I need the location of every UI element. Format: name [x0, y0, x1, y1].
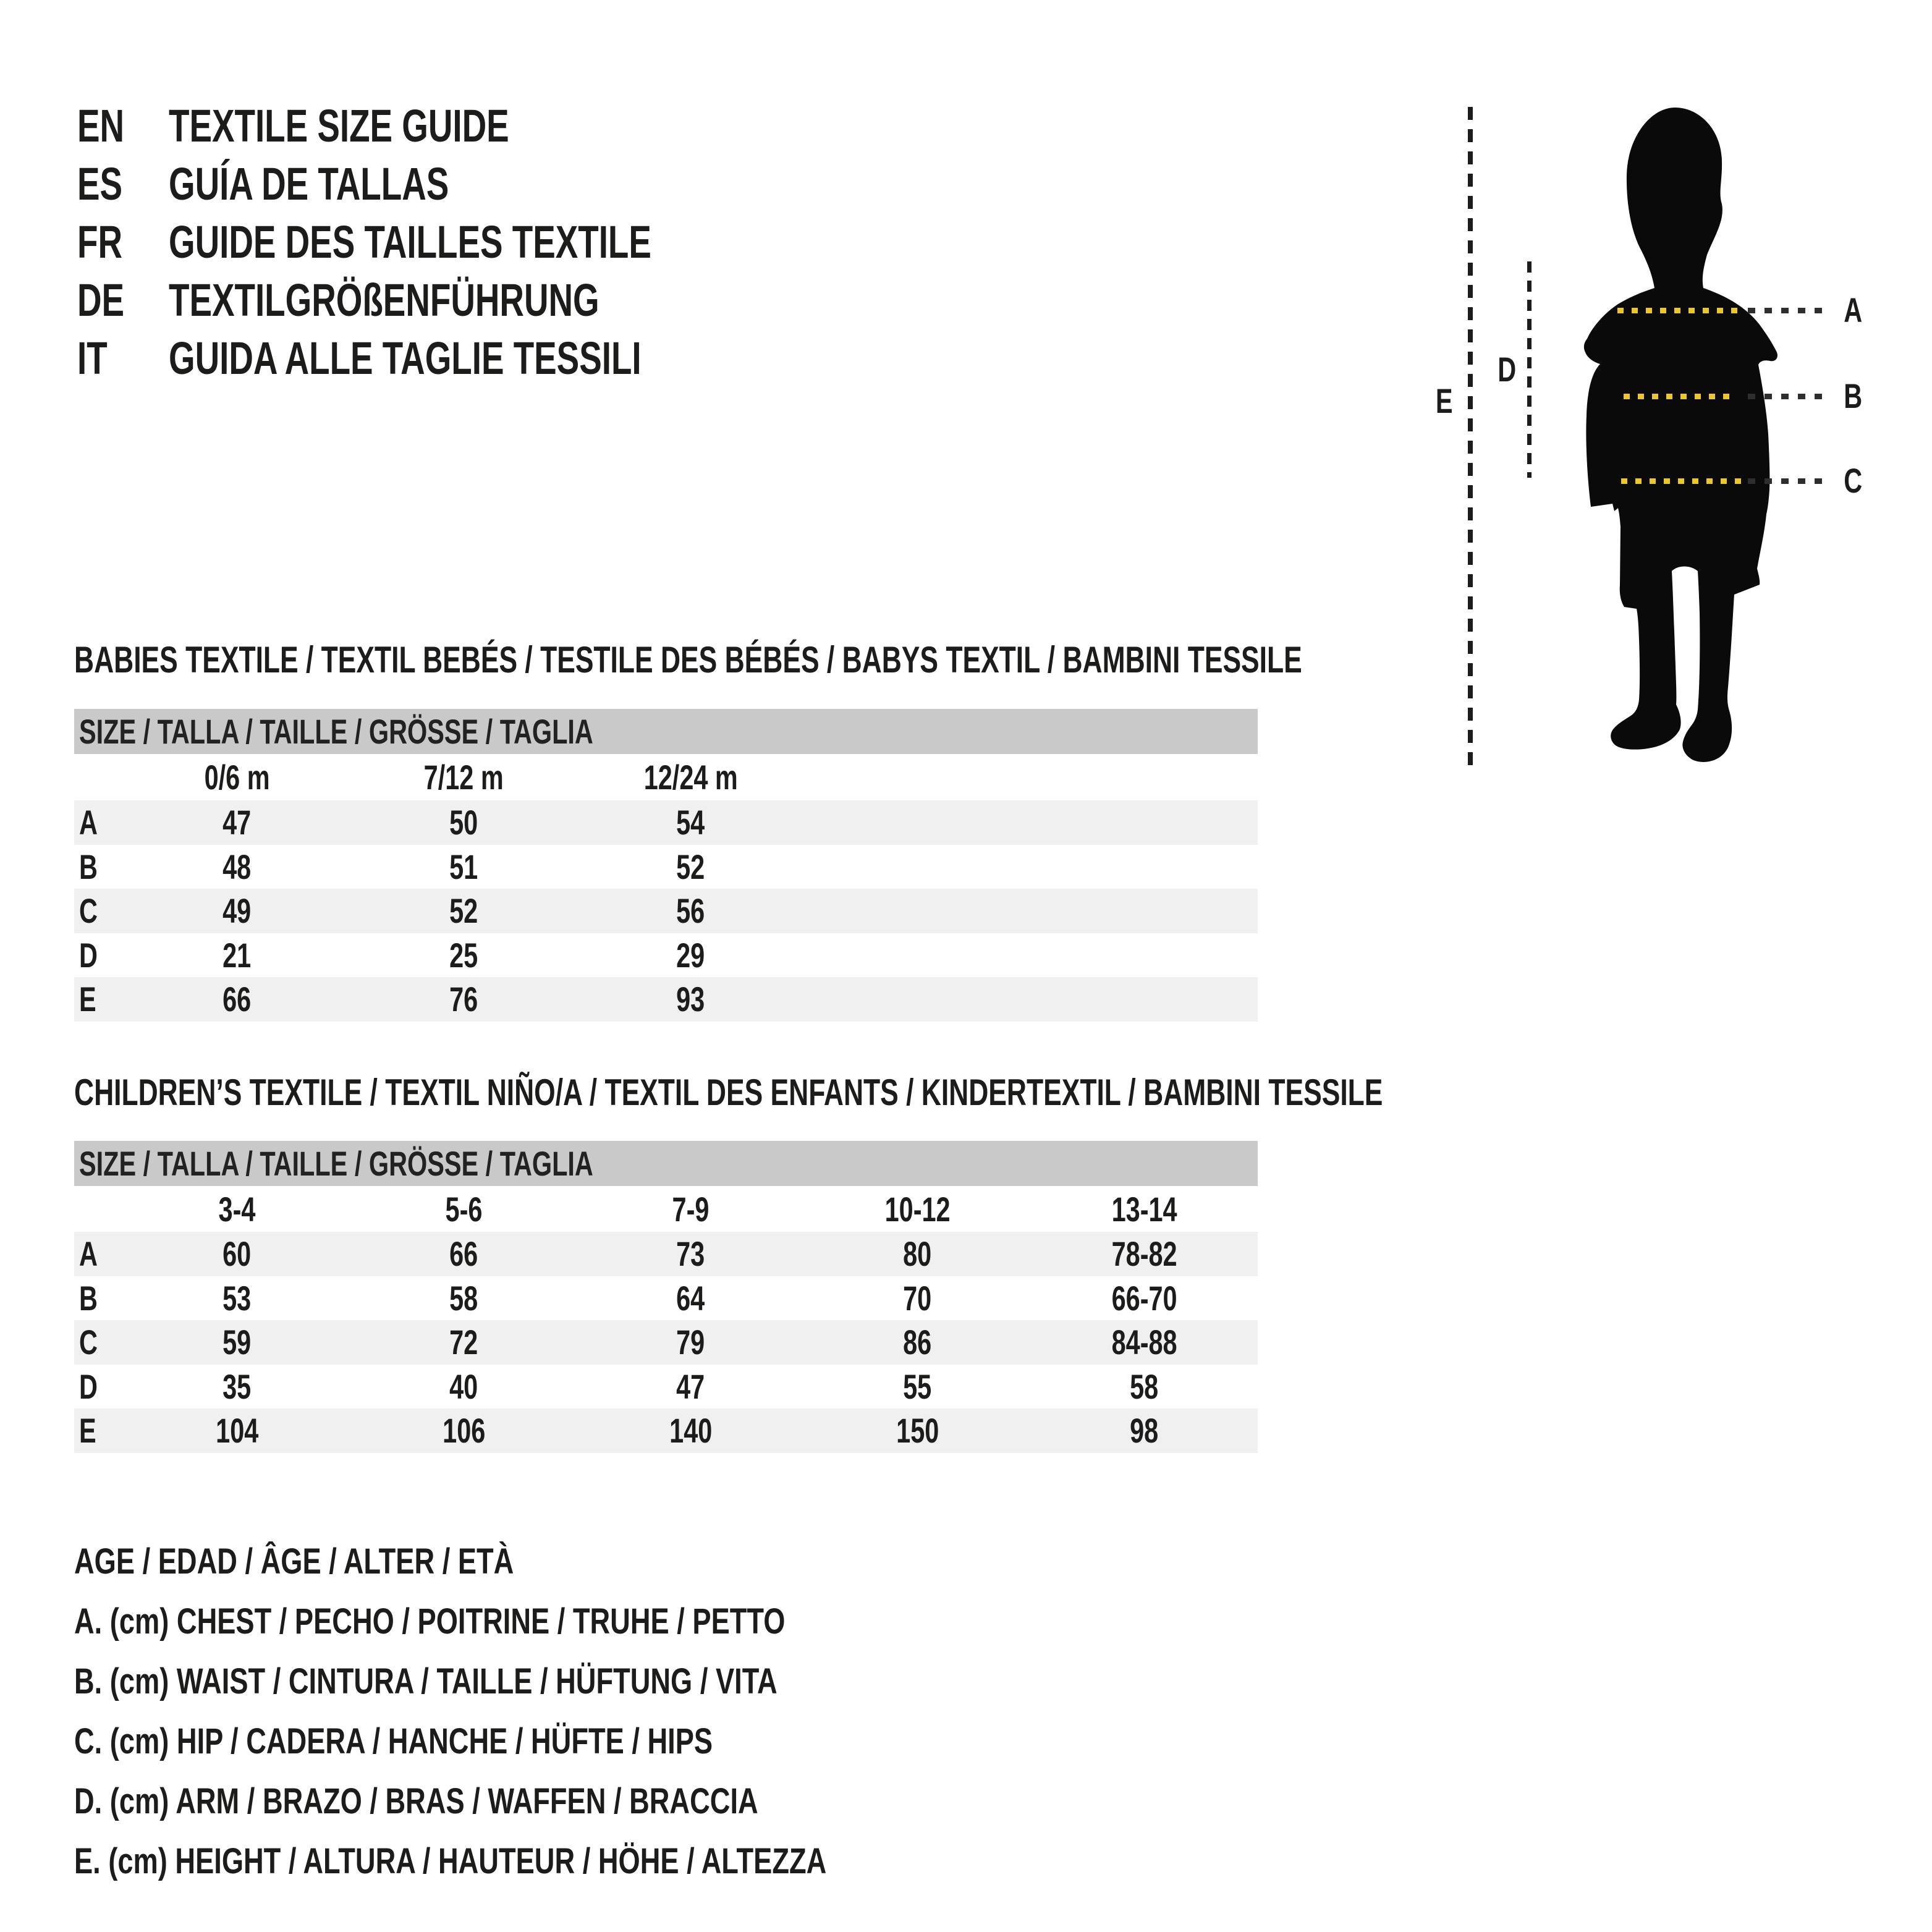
table-row: [74, 800, 1258, 845]
cell-value: 66: [449, 1234, 478, 1274]
cell-value: 53: [222, 1278, 252, 1318]
legend-line: A. (cm) CHEST / PECHO / POITRINE / TRUHE / PETTO: [74, 1601, 786, 1642]
arm-measure-line: [1527, 261, 1532, 478]
cell-value: 21: [222, 935, 252, 975]
legend-line: E. (cm) HEIGHT / ALTURA / HAUTEUR / HÖHE / ALTEZZA: [74, 1841, 827, 1881]
legend-line: C. (cm) HIP / CADERA / HANCHE / HÜFTE / HIPS: [74, 1721, 713, 1761]
cell-value: 76: [449, 980, 478, 1019]
cell-value: 47: [676, 1366, 705, 1406]
row-label: E: [79, 1411, 96, 1451]
language-title: TEXTILGRÖßENFÜHRUNG: [169, 274, 600, 326]
row-label: B: [79, 1278, 98, 1318]
language-code: DE: [77, 274, 125, 326]
babies-col-header: 7/12 m: [423, 758, 504, 797]
cell-value: 29: [676, 935, 705, 975]
cell-value: 84-88: [1111, 1323, 1177, 1362]
cell-value: 98: [1130, 1411, 1159, 1451]
children-col-header: 5-6: [445, 1189, 483, 1229]
babies-col-header: 0/6 m: [204, 758, 270, 797]
language-row: [77, 155, 821, 213]
cell-value: 48: [222, 847, 252, 886]
children-col-header: 13-14: [1111, 1189, 1177, 1229]
row-label: A: [79, 1234, 98, 1274]
language-title: GUIDA ALLE TAGLIE TESSILI: [169, 332, 642, 384]
cell-value: 70: [903, 1278, 932, 1318]
row-label: B: [79, 847, 98, 886]
language-row: [77, 271, 821, 329]
legend-line: B. (cm) WAIST / CINTURA / TAILLE / HÜFTUNG / VITA: [74, 1661, 777, 1701]
table-row: [74, 1320, 1258, 1365]
cell-value: 52: [676, 847, 705, 886]
cell-value: 80: [903, 1234, 932, 1274]
chest-measure-line: [1617, 308, 1741, 313]
waist-measure-line: [1624, 394, 1735, 399]
children-size-header-bar: [74, 1141, 1258, 1186]
cell-value: 140: [669, 1411, 713, 1451]
children-section-title: CHILDREN’S TEXTILE / TEXTIL NIÑO/A / TEXTIL DES ENFANTS / KINDERTEXTIL / BAMBINI TESSILE: [74, 1072, 1383, 1113]
table-row: [74, 933, 1258, 978]
table-row: [74, 1232, 1258, 1276]
babies-col-header: 12/24 m: [643, 758, 738, 797]
table-row: [74, 977, 1258, 1022]
chest-measure-label: A: [1844, 290, 1863, 329]
language-title: GUÍA DE TALLAS: [169, 158, 449, 210]
table-row: [74, 1276, 1258, 1321]
measurement-legend: [74, 1532, 1039, 1891]
cell-value: 56: [676, 891, 705, 931]
cell-value: 58: [1130, 1366, 1159, 1406]
language-title: GUIDE DES TAILLES TEXTILE: [169, 216, 651, 268]
row-label: C: [79, 1323, 98, 1362]
row-label: E: [79, 980, 96, 1019]
cell-value: 35: [222, 1366, 252, 1406]
legend-line: D. (cm) ARM / BRAZO / BRAS / WAFFEN / BRACCIA: [74, 1781, 758, 1821]
language-code: ES: [77, 158, 123, 210]
hip-measure-line: [1621, 478, 1744, 484]
babies-table-body: [74, 800, 1258, 1022]
cell-value: 40: [449, 1366, 478, 1406]
hip-measure-label: C: [1844, 461, 1863, 500]
children-col-header: 10-12: [884, 1189, 951, 1229]
cell-value: 86: [903, 1323, 932, 1362]
language-row: [77, 329, 821, 387]
cell-value: 79: [676, 1323, 705, 1362]
legend-line: AGE / EDAD / ÂGE / ALTER / ETÀ: [74, 1541, 514, 1582]
language-title: TEXTILE SIZE GUIDE: [169, 100, 509, 151]
row-label: C: [79, 891, 98, 931]
children-column-header-row: [74, 1186, 1258, 1232]
cell-value: 72: [449, 1323, 478, 1362]
table-row: [74, 1365, 1258, 1409]
measurement-figure: [1421, 99, 1932, 791]
waist-measure-leader: [1748, 394, 1822, 399]
cell-value: 52: [449, 891, 478, 931]
table-row: [74, 1409, 1258, 1453]
cell-value: 25: [449, 935, 478, 975]
children-table-body: [74, 1232, 1258, 1453]
children-col-header: 3-4: [218, 1189, 256, 1229]
row-label: A: [79, 803, 98, 842]
language-title-block: [77, 96, 821, 387]
cell-value: 66: [222, 980, 252, 1019]
babies-size-header: SIZE / TALLA / TAILLE / GRÖSSE / TAGLIA: [79, 712, 593, 751]
table-row: [74, 845, 1258, 889]
children-size-header: SIZE / TALLA / TAILLE / GRÖSSE / TAGLIA: [79, 1144, 593, 1183]
children-col-header: 7-9: [672, 1189, 710, 1229]
cell-value: 58: [449, 1278, 478, 1318]
cell-value: 93: [676, 980, 705, 1019]
cell-value: 73: [676, 1234, 705, 1274]
language-code: FR: [77, 216, 123, 268]
arm-measure-label: D: [1498, 350, 1517, 389]
babies-size-header-bar: [74, 709, 1258, 754]
cell-value: 49: [222, 891, 252, 931]
cell-value: 78-82: [1111, 1234, 1177, 1274]
babies-column-header-row: [74, 754, 1258, 800]
waist-measure-label: B: [1844, 376, 1863, 415]
cell-value: 54: [676, 803, 705, 842]
hip-measure-leader: [1748, 478, 1822, 484]
cell-value: 104: [215, 1411, 259, 1451]
cell-value: 60: [222, 1234, 252, 1274]
language-row: [77, 213, 821, 271]
table-row: [74, 889, 1258, 933]
cell-value: 66-70: [1111, 1278, 1177, 1318]
language-code: IT: [77, 332, 108, 384]
cell-value: 50: [449, 803, 478, 842]
cell-value: 59: [222, 1323, 252, 1362]
height-measure-label: E: [1435, 381, 1453, 420]
row-label: D: [79, 1366, 98, 1406]
cell-value: 150: [896, 1411, 939, 1451]
cell-value: 64: [676, 1278, 705, 1318]
row-label: D: [79, 935, 98, 975]
cell-value: 47: [222, 803, 252, 842]
chest-measure-leader: [1748, 308, 1822, 313]
babies-section-title: BABIES TEXTILE / TEXTIL BEBÉS / TESTILE DES BÉBÉS / BABYS TEXTIL / BAMBINI TESSILE: [74, 639, 1302, 680]
cell-value: 55: [903, 1366, 932, 1406]
language-code: EN: [77, 100, 125, 151]
cell-value: 106: [442, 1411, 486, 1451]
language-row: [77, 96, 821, 155]
cell-value: 51: [449, 847, 478, 886]
